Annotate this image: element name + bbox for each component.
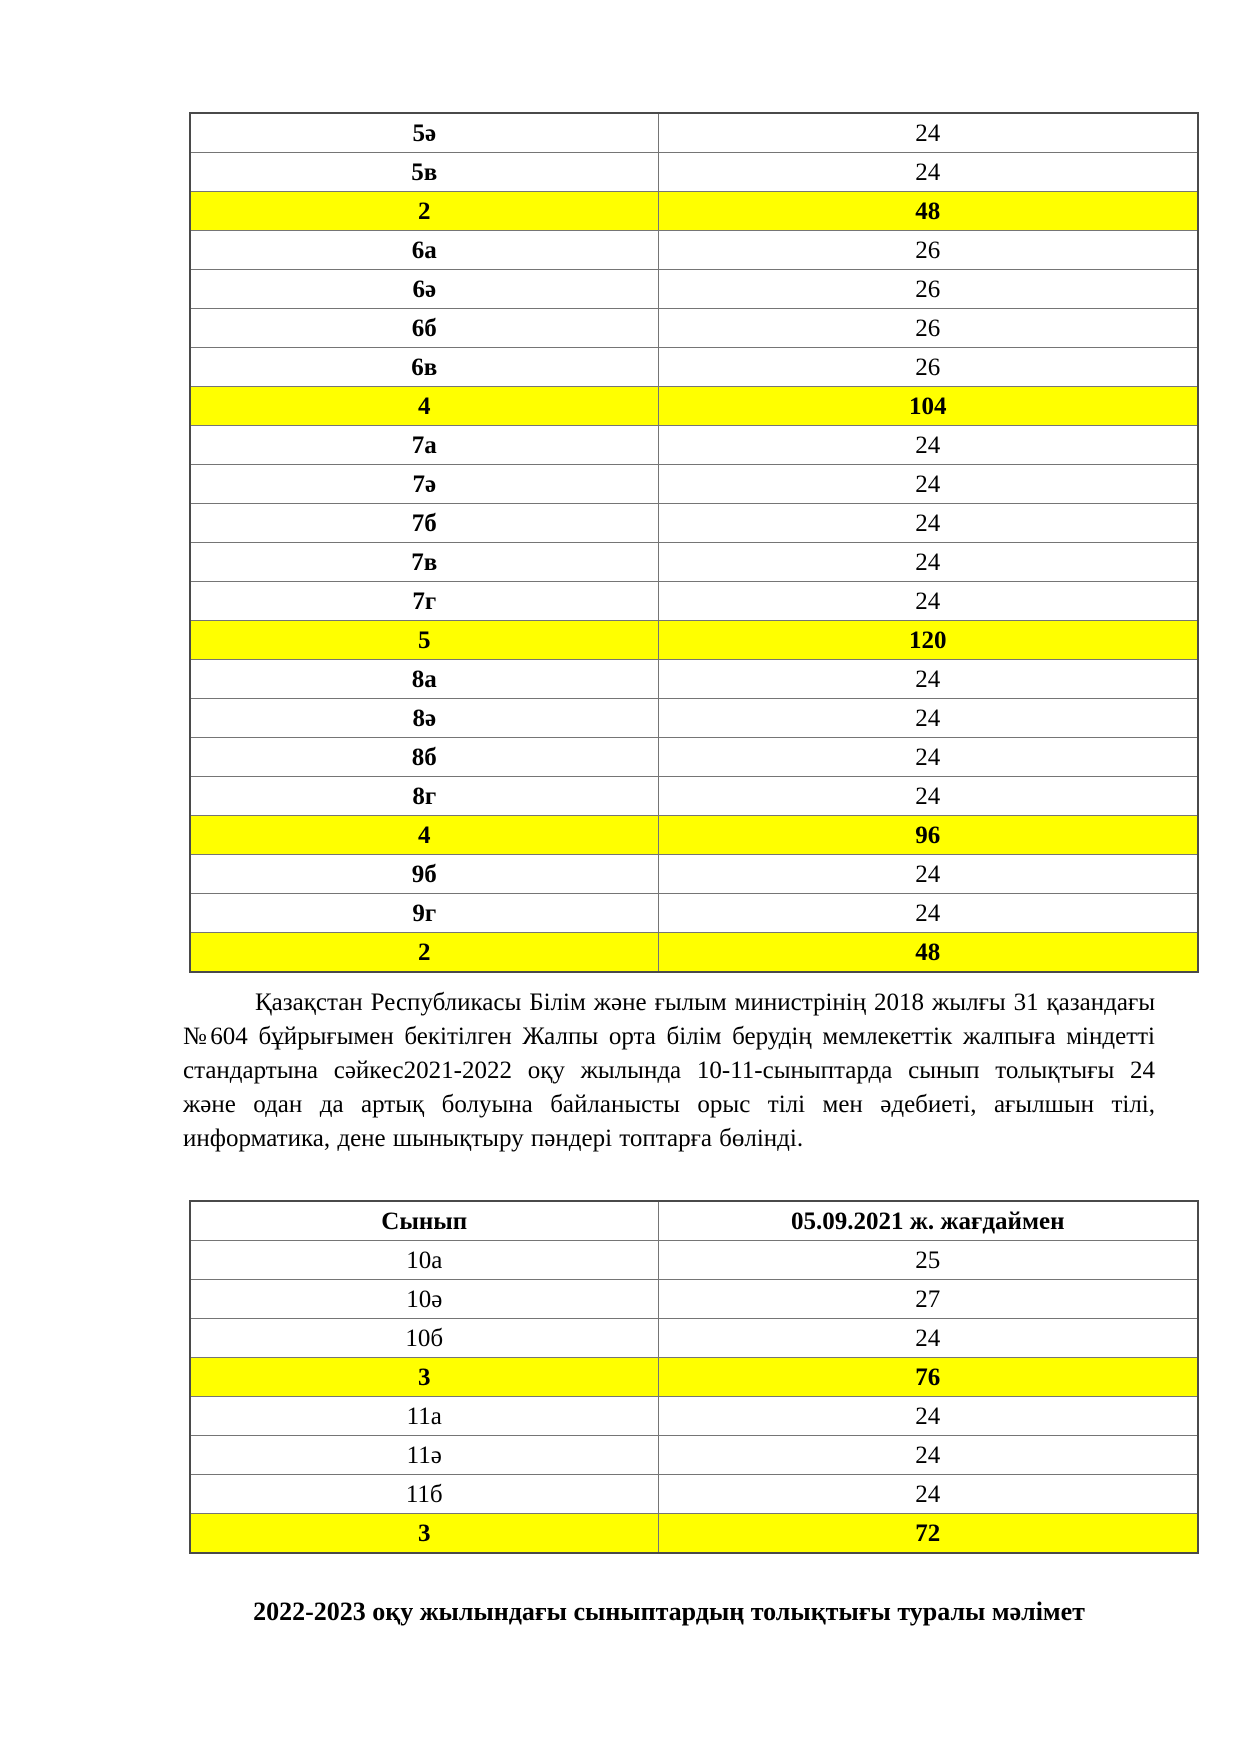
class-count-cell: 3	[190, 1358, 658, 1397]
class-count-cell: 4	[190, 816, 658, 855]
student-total-cell: 96	[658, 816, 1198, 855]
table-row	[190, 1319, 1198, 1358]
table-row	[190, 777, 1198, 816]
table-row	[190, 153, 1198, 192]
student-count-cell: 24	[658, 582, 1198, 621]
next-year-section-title: 2022-2023 оқу жылындағы сыныптардың толықтығы туралы мәлімет	[253, 1597, 1085, 1626]
class-name-cell: 7а	[190, 426, 658, 465]
senior-class-fullness-table	[189, 1200, 1199, 1554]
class-fullness-table-2021-body	[190, 113, 1198, 972]
class-name-cell: 10б	[190, 1319, 658, 1358]
class-fullness-table-2021	[189, 112, 1199, 973]
class-name-cell: 7б	[190, 504, 658, 543]
student-count-cell: 25	[658, 1241, 1198, 1280]
class-name-cell: 7в	[190, 543, 658, 582]
class-name-cell: 9б	[190, 855, 658, 894]
class-name-cell: 6ә	[190, 270, 658, 309]
summary-row	[190, 387, 1198, 426]
table-row	[190, 543, 1198, 582]
table-row	[190, 1241, 1198, 1280]
table-row	[190, 1436, 1198, 1475]
student-count-cell: 24	[658, 1397, 1198, 1436]
summary-row	[190, 816, 1198, 855]
student-count-cell: 24	[658, 504, 1198, 543]
class-column-header: Сынып	[190, 1201, 658, 1241]
student-count-cell: 24	[658, 1319, 1198, 1358]
student-count-cell: 24	[658, 660, 1198, 699]
table-row	[190, 699, 1198, 738]
senior-class-fullness-table-body	[190, 1241, 1198, 1554]
class-name-cell: 10а	[190, 1241, 658, 1280]
class-count-cell: 4	[190, 387, 658, 426]
student-count-cell: 24	[658, 426, 1198, 465]
student-total-cell: 104	[658, 387, 1198, 426]
table-row	[190, 1475, 1198, 1514]
table-row	[190, 660, 1198, 699]
student-count-cell: 24	[658, 153, 1198, 192]
class-name-cell: 6б	[190, 309, 658, 348]
table-header-row	[190, 1201, 1198, 1241]
student-count-cell: 24	[658, 113, 1198, 153]
class-name-cell: 10ә	[190, 1280, 658, 1319]
table-row	[190, 113, 1198, 153]
class-count-cell: 3	[190, 1514, 658, 1554]
class-name-cell: 7г	[190, 582, 658, 621]
class-name-cell: 6а	[190, 231, 658, 270]
student-count-cell: 24	[658, 855, 1198, 894]
class-name-cell: 5ә	[190, 113, 658, 153]
date-column-header: 05.09.2021 ж. жағдаймен	[658, 1201, 1198, 1241]
student-total-cell: 76	[658, 1358, 1198, 1397]
student-count-cell: 26	[658, 231, 1198, 270]
class-name-cell: 8ә	[190, 699, 658, 738]
student-total-cell: 48	[658, 933, 1198, 973]
student-count-cell: 26	[658, 270, 1198, 309]
student-count-cell: 24	[658, 777, 1198, 816]
class-count-cell: 5	[190, 621, 658, 660]
student-total-cell: 120	[658, 621, 1198, 660]
summary-row	[190, 933, 1198, 973]
class-name-cell: 8г	[190, 777, 658, 816]
student-count-cell: 24	[658, 699, 1198, 738]
class-name-cell: 11б	[190, 1475, 658, 1514]
class-name-cell: 11а	[190, 1397, 658, 1436]
table-row	[190, 738, 1198, 777]
table-row	[190, 465, 1198, 504]
summary-row	[190, 621, 1198, 660]
table-row	[190, 1397, 1198, 1436]
student-total-cell: 48	[658, 192, 1198, 231]
table-row	[190, 309, 1198, 348]
student-count-cell: 24	[658, 894, 1198, 933]
table-row	[190, 270, 1198, 309]
class-name-cell: 7ә	[190, 465, 658, 504]
class-count-cell: 2	[190, 192, 658, 231]
table-row	[190, 582, 1198, 621]
student-count-cell: 27	[658, 1280, 1198, 1319]
student-count-cell: 24	[658, 1436, 1198, 1475]
student-count-cell: 26	[658, 309, 1198, 348]
table-row	[190, 1280, 1198, 1319]
student-count-cell: 24	[658, 738, 1198, 777]
class-name-cell: 5в	[190, 153, 658, 192]
order-paragraph: Қазақстан Республикасы Білім және ғылым министрінің 2018 жылғы 31 қазандағы №604 бұйрығымен бекітілген Жалпы орта білім берудің мемлекеттік жалпыға міндетті стандартына сәйкес2021-2022 оқу жылында 10-11-сыныптарда сынып толықтығы 24 және одан да артық болуына байланысты орыс тілі мен әдебиеті, ағылшын тілі, информатика, дене шынықтыру пәндері топтарға бөлінді.	[183, 989, 1155, 1152]
student-count-cell: 24	[658, 1475, 1198, 1514]
table-row	[190, 504, 1198, 543]
class-name-cell: 9г	[190, 894, 658, 933]
class-count-cell: 2	[190, 933, 658, 973]
summary-row	[190, 1514, 1198, 1554]
table-row	[190, 426, 1198, 465]
table-row	[190, 348, 1198, 387]
table-row	[190, 855, 1198, 894]
student-count-cell: 24	[658, 465, 1198, 504]
class-name-cell: 8б	[190, 738, 658, 777]
class-name-cell: 6в	[190, 348, 658, 387]
student-total-cell: 72	[658, 1514, 1198, 1554]
class-name-cell: 11ә	[190, 1436, 658, 1475]
table-row	[190, 894, 1198, 933]
summary-row	[190, 192, 1198, 231]
student-count-cell: 26	[658, 348, 1198, 387]
table-row	[190, 231, 1198, 270]
class-name-cell: 8а	[190, 660, 658, 699]
summary-row	[190, 1358, 1198, 1397]
student-count-cell: 24	[658, 543, 1198, 582]
